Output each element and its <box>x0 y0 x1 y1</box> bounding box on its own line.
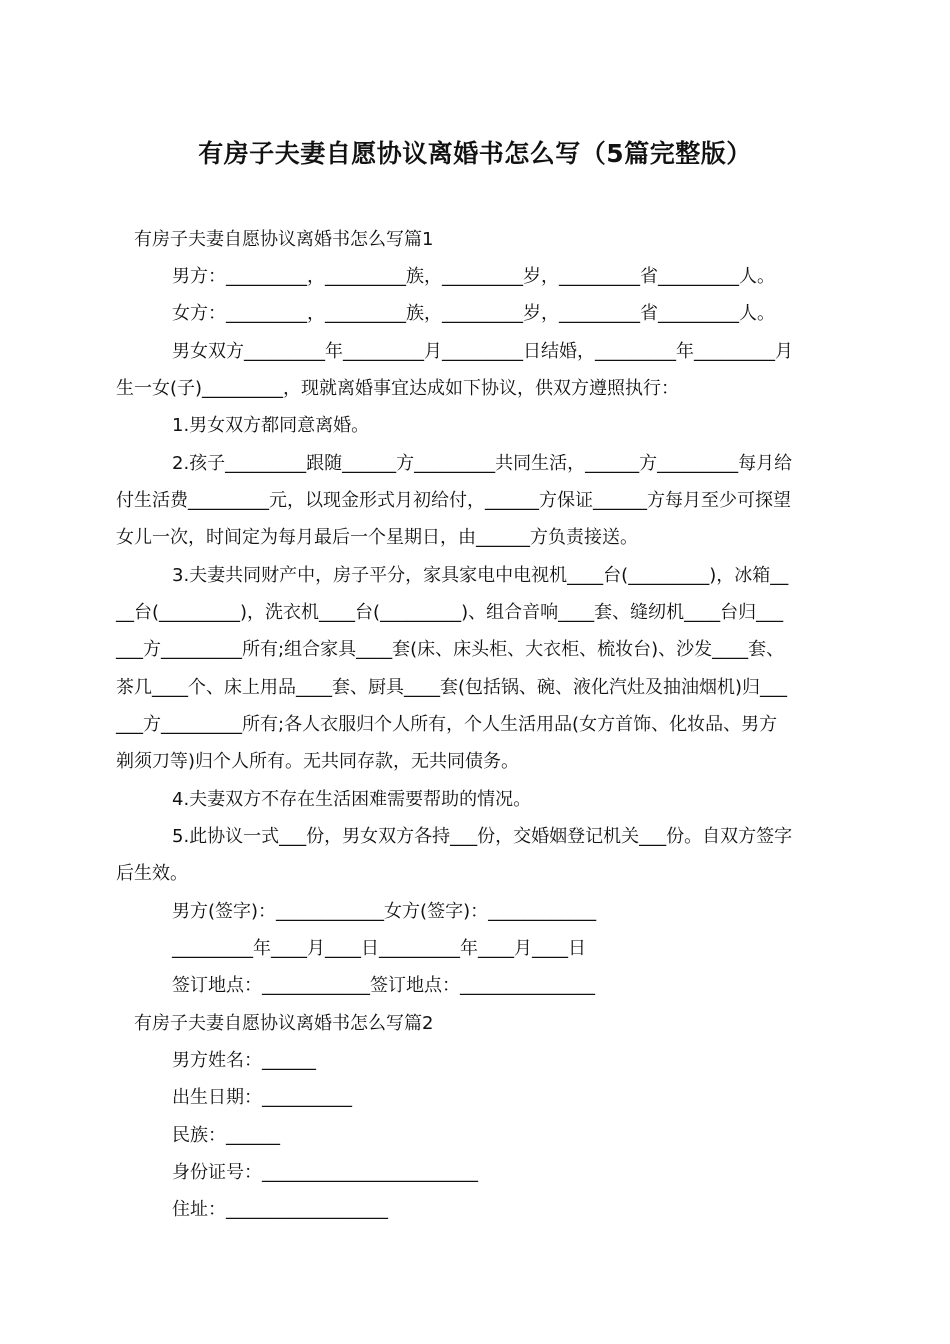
man-info-line: 男方：_________，_________族，_________岁，_________省_________人。 <box>172 266 775 287</box>
clause-1: 1.男女双方都同意离婚。 <box>172 415 370 436</box>
clause-3-line-4: 茶几____个、床上用品____套、厨具____套(包括锅、碗、液化汽灶及抽油烟机)归___ <box>116 677 788 698</box>
clause-3-line-6: 剃须刀等)归个人所有。无共同存款，无共同债务。 <box>116 751 520 772</box>
man-name-line: 男方姓名：______ <box>172 1050 316 1071</box>
section-2-heading: 有房子夫妻自愿协议离婚书怎么写篇2 <box>134 1013 434 1034</box>
clause-3-line-3: ___方_________所有;组合家具____套(床、床头柜、大衣柜、梳妆台)、沙发____套、 <box>116 639 785 660</box>
clause-2-line-3: 女儿一次，时间定为每月最后一个星期日，由______方负责接送。 <box>116 527 638 548</box>
id-number-line: 身份证号：________________________ <box>172 1162 478 1183</box>
section-1-heading: 有房子夫妻自愿协议离婚书怎么写篇1 <box>134 229 434 250</box>
clause-2-line-2: 付生活费_________元，以现金形式月初给付，______方保证______方每月至少可探望 <box>116 490 791 511</box>
document-title: 有房子夫妻自愿协议离婚书怎么写（5篇完整版） <box>198 139 752 168</box>
address-line: 住址：__________________ <box>172 1199 388 1220</box>
woman-info-line: 女方：_________，_________族，_________岁，_________省_________人。 <box>172 303 775 324</box>
clause-3-line-1: 3.夫妻共同财产中，房子平分，家具家电中电视机____台(_________)，冰箱__ <box>172 565 789 586</box>
birth-date-line: 出生日期：__________ <box>172 1087 352 1108</box>
clause-3-line-5: ___方_________所有;各人衣服归个人所有，个人生活用品(女方首饰、化妆品、男方 <box>116 714 778 735</box>
clause-3-line-2: __台(_________)，洗衣机____台(_________)、组合音响____套、缝纫机____台归___ <box>116 602 784 623</box>
intro-line-2: 生一女(子)_________，现就离婚事宜达成如下协议，供双方遵照执行： <box>116 378 680 399</box>
clause-4: 4.夫妻双方不存在生活困难需要帮助的情况。 <box>172 789 532 810</box>
signature-line: 男方(签字)：____________女方(签字)：____________ <box>172 901 597 922</box>
place-line: 签订地点：____________签订地点：_______________ <box>172 975 595 996</box>
intro-line-1: 男女双方_________年_________月_________日结婚，_________年_________月 <box>172 341 793 362</box>
clause-5-line-1: 5.此协议一式___份，男女双方各持___份，交婚姻登记机关___份。自双方签字 <box>172 826 793 847</box>
clause-2-line-1: 2.孩子_________跟随______方_________共同生活，______方_________每月给 <box>172 453 793 474</box>
ethnicity-line: 民族：______ <box>172 1125 280 1146</box>
date-line: _________年____月____日_________年____月____日 <box>172 938 586 959</box>
clause-5-line-2: 后生效。 <box>116 863 188 884</box>
